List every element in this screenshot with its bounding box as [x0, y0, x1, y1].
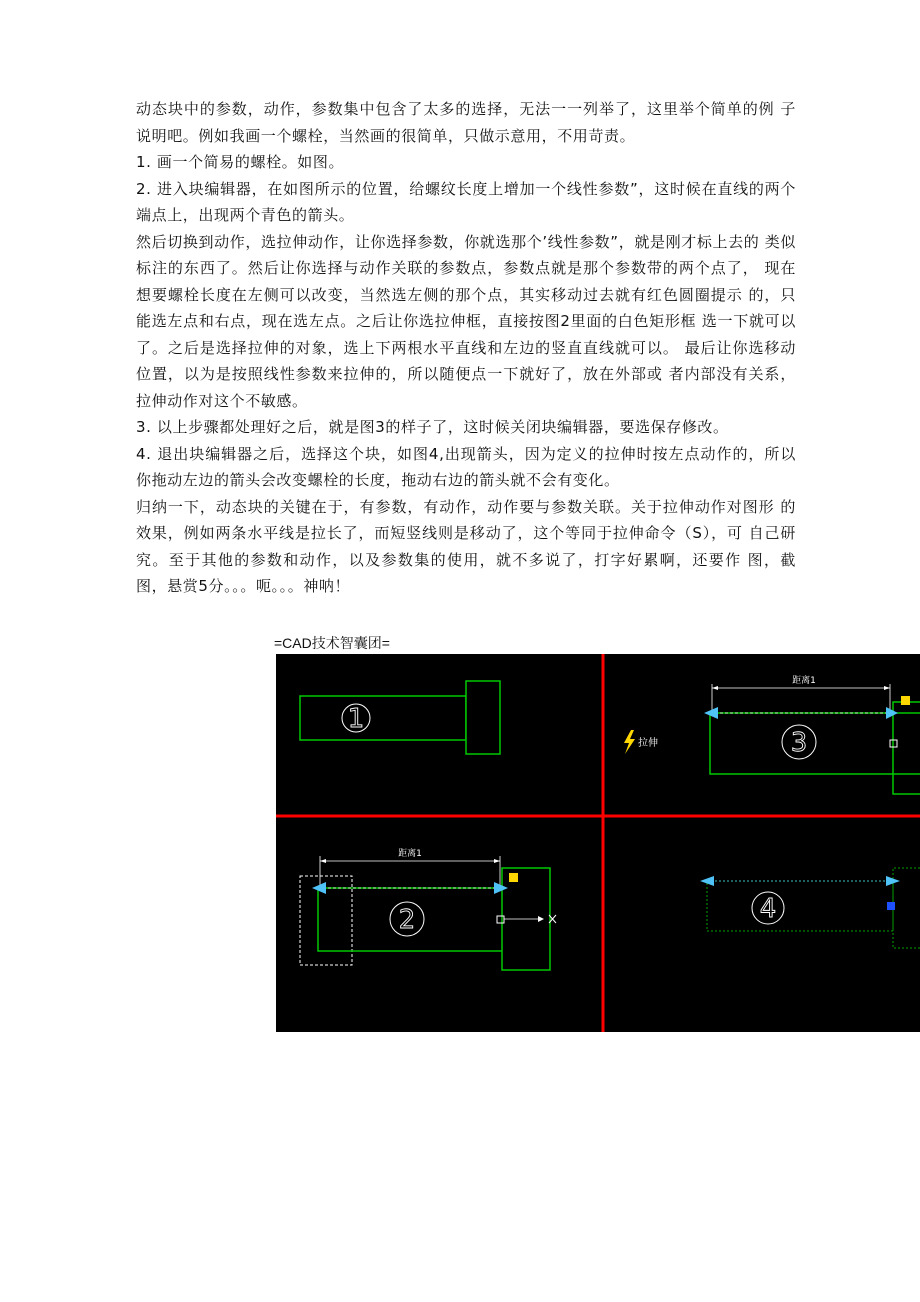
- figure-caption: =CAD技术智囊团=: [274, 635, 390, 651]
- cad-screenshot: [276, 654, 920, 1032]
- step-3: 3. 以上步骤都处理好之后，就是图3的样子了，这时候关闭块编辑器，要选保存修改。: [136, 418, 729, 436]
- distance-label-3: 距离1: [792, 676, 816, 686]
- figure-number-1: 1: [347, 704, 365, 734]
- warning-icon-2: [509, 873, 518, 882]
- distance-label-2: 距离1: [398, 849, 422, 859]
- step-4: 4. 退出块编辑器之后，选择这个块，如图4,出现箭头，因为定义的拉伸时按左点动作的，所以你拖动左边的箭头会改变螺栓的长度，拖动右边的箭头就不会有变化。: [136, 444, 796, 489]
- summary-paragraph: 归纳一下，动态块的关键在于，有参数，有动作，动作要与参数关联。关于拉伸动作对图形 的效果，例如两条水平线是拉长了，而短竖线则是移动了，这个等同于拉伸命令（S），可 自己研究。至于其他的参数和动作，以及参数集的使用，就不多说了，打字好累啊，还要作 图，截图，悬赏5分。。。呃。。。神呐！: [136, 497, 796, 595]
- grip-arrow-right-2: [494, 882, 508, 894]
- document-body: [136, 96, 796, 600]
- grip-arrow-left-2: [312, 882, 326, 894]
- bolt-figure-1: [300, 681, 500, 754]
- step-1: 1. 画一个简易的螺栓。如图。: [136, 153, 345, 171]
- grip-point-4: [887, 902, 895, 910]
- bolt-figure-4: [700, 868, 920, 948]
- figure-number-4: 4: [759, 894, 777, 924]
- grip-arrow-left-3: [704, 707, 718, 719]
- figure-number-3: 3: [790, 728, 808, 758]
- intro-paragraph: 动态块中的参数，动作，参数集中包含了太多的选择，无法一一列举了，这里举个简单的例 子说明吧。例如我画一个螺栓，当然画的很简单，只做示意用，不用苛责。: [136, 100, 796, 145]
- warning-icon-3: [901, 696, 910, 705]
- figure-number-2: 2: [398, 905, 416, 935]
- stretch-label: 拉伸: [638, 738, 658, 749]
- step-2: 2. 进入块编辑器，在如图所示的位置，给螺纹长度上增加一个线性参数”，这时候在直线的两个端点上，出现两个青色的箭头。: [136, 179, 796, 224]
- bolt-figure-2: [300, 847, 556, 970]
- grip-point-2: [497, 916, 504, 923]
- lightning-icon: [624, 730, 635, 754]
- bolt-figure-3: [704, 674, 920, 794]
- step-2-detail: 然后切换到动作，选拉伸动作，让你选择参数，你就选那个’线性参数”，就是刚才标上去的 类似标注的东西了。然后让你选择与动作关联的参数点，参数点就是那个参数带的两个点了， 现在想要螺栓长度在左侧可以改变，当然选左侧的那个点，其实移动过去就有红色圆圈提示 的，只能选左点和右点，现在选左点。之后让你选拉伸框，直接按图2里面的白色矩形框 选一下就可以了。之后是选择拉伸的对象，选上下两根水平直线和左边的竖直直线就可以。 最后让你选移动位置，以为是按照线性参数来拉伸的，所以随便点一下就好了，放在外部或 者内部没有关系，拉伸动作对这个不敏感。: [136, 232, 796, 410]
- grip-arrow-right-3: [886, 707, 898, 719]
- cad-drawing: [276, 654, 920, 1032]
- stretch-action-badge: [624, 730, 658, 754]
